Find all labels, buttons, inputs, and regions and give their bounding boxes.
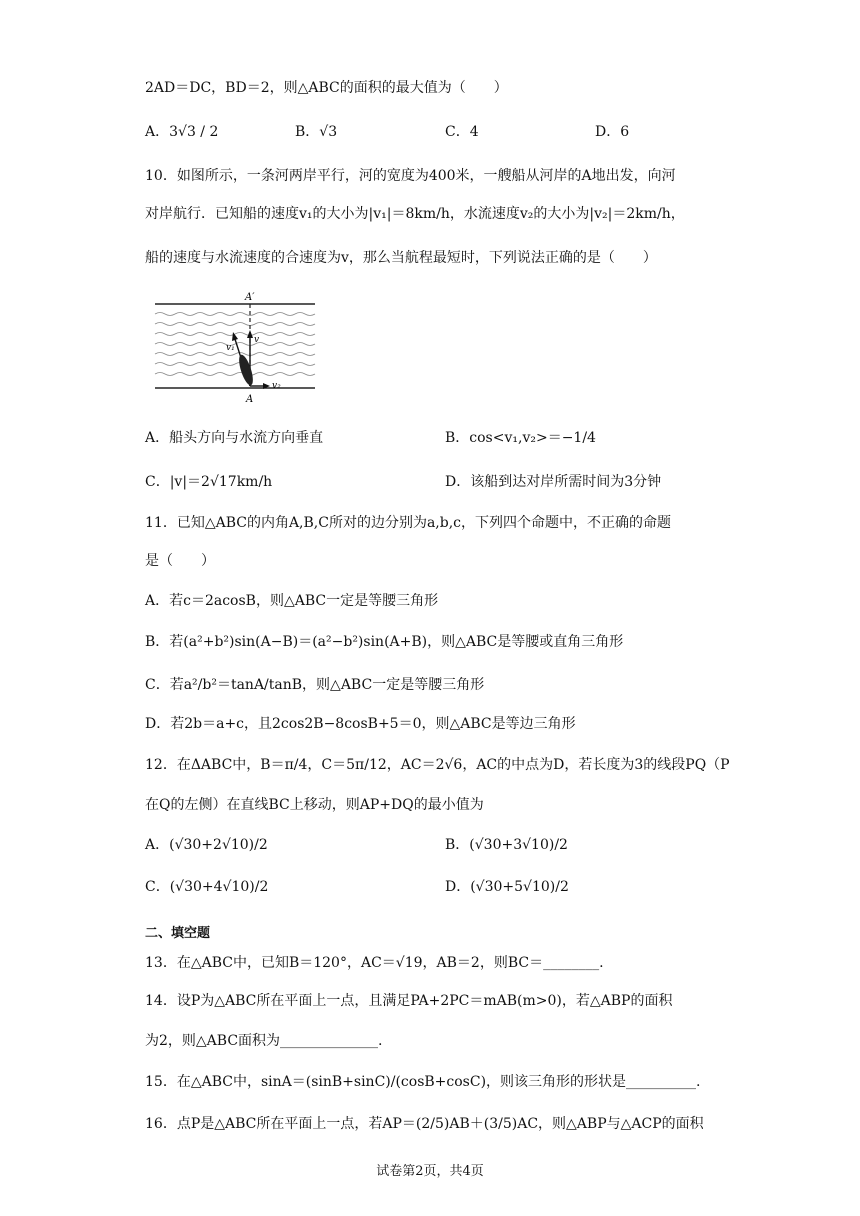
q9-option-b: B．√3 (295, 124, 338, 140)
q11-option-d: D．若2b＝a+c，且2cos2B−8cosB+5＝0，则△ABC是等边三角形 (145, 716, 576, 732)
q12-option-d: D．(√30+5√10)/2 (445, 879, 569, 895)
q12-line2: 在Q的左侧）在直线BC上移动，则AP+DQ的最小值为 (145, 797, 484, 813)
q12-line1: 12．在ΔABC中，B＝π/4，C＝5π/12，AC＝2√6，AC的中点为D，若长度为3的线段PQ（P (145, 757, 730, 773)
q11-line2: 是（ ） (145, 553, 215, 569)
q16: 16．点P是△ABC所在平面上一点，若AP＝(2/5)AB＋(3/5)AC，则△ABP与△ACP的面积 (145, 1116, 704, 1132)
label-v2: v₂ (272, 381, 281, 391)
q11-option-b: B．若(a²+b²)sin(A−B)＝(a²−b²)sin(A+B)，则△ABC是等腰或直角三角形 (145, 634, 624, 650)
q10-line2: 对岸航行．已知船的速度v₁的大小为|v₁|＝8km/h，水流速度v₂的大小为|v₂|＝2km/h， (145, 206, 685, 222)
q10-option-c: C．|v|＝2√17km/h (145, 474, 273, 490)
label-v1: v₁ (226, 343, 235, 353)
q9-tail: 2AD＝DC，BD＝2，则△ABC的面积的最大值为（ ） (145, 80, 508, 96)
q11-option-c: C．若a²/b²＝tanA/tanB，则△ABC一定是等腰三角形 (145, 677, 485, 693)
q9-option-d: D．6 (595, 124, 630, 140)
q10-option-a: A．船头方向与水流方向垂直 (145, 430, 324, 446)
q14-line2: 为2，则△ABC面积为______________. (145, 1033, 383, 1049)
q12-option-b: B．(√30+3√10)/2 (445, 837, 568, 853)
q11-option-a: A．若c＝2acosB，则△ABC一定是等腰三角形 (145, 593, 439, 609)
q13: 13．在△ABC中，已知B＝120°，AC＝√19，AB＝2，则BC＝________. (145, 955, 604, 971)
q10-option-d: D．该船到达对岸所需时间为3分钟 (445, 474, 662, 490)
page-footer: 试卷第2页，共4页 (376, 1164, 484, 1179)
q15: 15．在△ABC中，sinA＝(sinB+sinC)/(cosB+cosC)，则该三角形的形状是__________. (145, 1074, 701, 1090)
q10-option-b: B．cos<v₁,v₂>＝−1/4 (445, 430, 596, 446)
q10-line1: 10．如图所示，一条河两岸平行，河的宽度为400米，一艘船从河岸的A地出发，向河 (145, 168, 676, 184)
q11-line1: 11．已知△ABC的内角A,B,C所对的边分别为a,b,c，下列四个命题中，不正确的命题 (145, 515, 672, 531)
section-fill-in-title: 二、填空题 (145, 926, 211, 941)
label-v: v (254, 335, 260, 345)
q14-line1: 14．设P为△ABC所在平面上一点，且满足PA+2PC＝mAB(m>0)，若△ABP的面积 (145, 993, 673, 1009)
river-figure (150, 290, 320, 408)
label-a-prime: A′ (245, 292, 255, 303)
q10-line3: 船的速度与水流速度的合速度为v，那么当航程最短时，下列说法正确的是（ ） (145, 250, 657, 266)
q12-option-a: A．(√30+2√10)/2 (145, 837, 268, 853)
q9-option-a: A．3√3 / 2 (145, 124, 219, 140)
q9-option-c: C．4 (445, 124, 479, 140)
q12-option-c: C．(√30+4√10)/2 (145, 879, 269, 895)
label-a: A (246, 394, 254, 405)
